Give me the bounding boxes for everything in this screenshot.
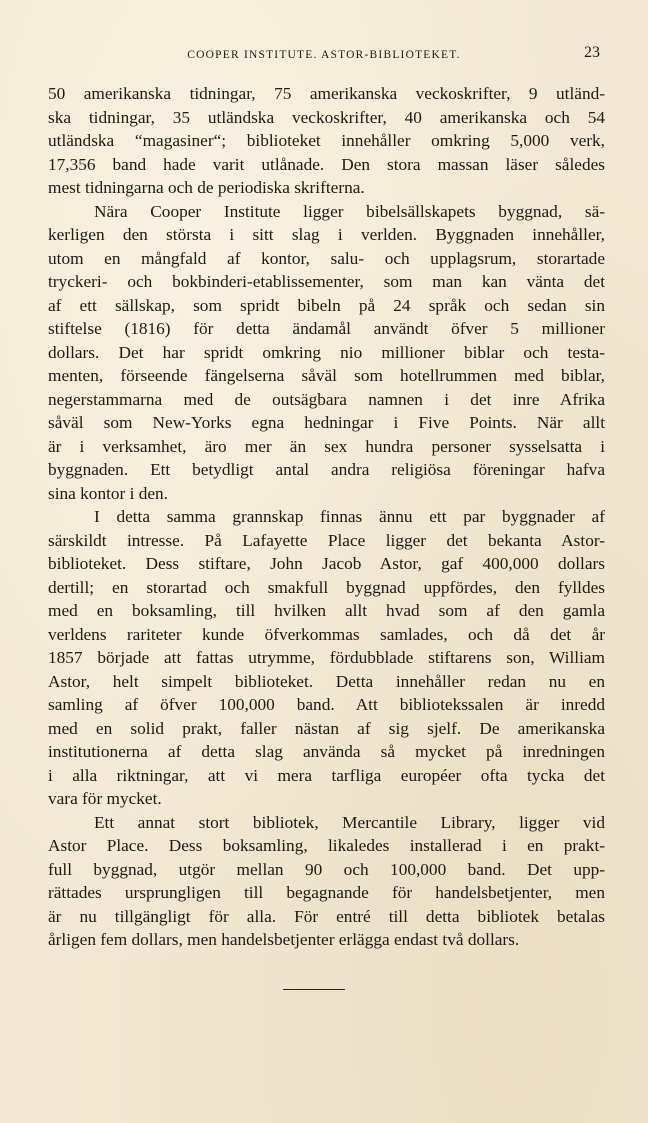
- text-line: full byggnad, utgör mellan 90 och 100,000 band. Det upp-: [48, 859, 605, 879]
- text-line: dertill; en storartad och smakfull byggnad uppfördes, den fylldes: [48, 577, 605, 597]
- paragraph: [48, 811, 605, 952]
- text-line: kerligen den största i sitt slag i verlden. Byggnaden innehåller,: [48, 225, 605, 244]
- text-line: är i verksamhet, äro mer än sex hundra personer sysselsatta i: [48, 436, 605, 456]
- text-line: dollars. Det har spridt omkring nio millioner biblar och testa-: [48, 342, 605, 362]
- text-line: verldens rariteter kunde öfverkommas samlades, och då det år: [48, 624, 605, 644]
- text-line: årligen fem dollars, men handelsbetjenter erlägga endast två dollars.: [48, 930, 520, 949]
- paragraph: [48, 200, 605, 506]
- body-text: [48, 82, 605, 952]
- text-line: utländska “magasiner“; biblioteket innehåller omkring 5,000 verk,: [48, 131, 605, 150]
- text-line: samling af öfver 100,000 band. Att bibliotekssalen är inredd: [48, 695, 605, 714]
- text-line: särskildt intresse. På Lafayette Place ligger det bekanta Astor-: [48, 530, 605, 550]
- text-line: 1857 började att fattas utrymme, fördubblade stiftarens son, William: [48, 648, 605, 667]
- text-line: 17,356 band hade varit utlånade. Den stora massan läser således: [48, 154, 605, 174]
- text-line: Astor Place. Dess boksamling, likaledes installerad i en prakt-: [48, 836, 605, 855]
- text-line: sina kontor i den.: [48, 483, 168, 503]
- text-line: menten, förseende fängelserna såväl som hotellrummen med biblar,: [48, 366, 605, 385]
- text-line: Ett annat stort bibliotek, Mercantile Library, ligger vid: [94, 812, 605, 832]
- paragraph: [48, 505, 605, 811]
- text-line: stiftelse (1816) för detta ändamål användt öfver 5 millioner: [48, 319, 605, 338]
- paragraph: [48, 82, 605, 200]
- text-line: vara för mycket.: [48, 789, 162, 808]
- text-line: negerstammarna med de outsägbara namnen i det inre Afrika: [48, 389, 605, 409]
- text-line: rättades ursprungligen till begagnande för handelsbetjenter, men: [48, 883, 605, 902]
- text-line: Nära Cooper Institute ligger bibelsällskapets byggnad, sä-: [94, 201, 605, 221]
- text-line: såväl som New-Yorks egna hedningar i Five Points. När allt: [48, 413, 605, 432]
- text-line: institutionerna af detta slag använda så mycket på inredningen: [48, 742, 605, 761]
- page-number: 23: [584, 44, 600, 61]
- closing-rule: [283, 989, 345, 990]
- text-line: ska tidningar, 35 utländska veckoskrifter, 40 amerikanska och 54: [48, 107, 605, 127]
- text-line: i alla riktningar, att vi mera tarfliga européer ofta tycka det: [48, 765, 605, 785]
- text-line: I detta samma grannskap finnas ännu ett par byggnader af: [94, 507, 605, 526]
- page-header: [48, 44, 600, 67]
- text-line: Astor, helt simpelt biblioteket. Detta innehåller redan nu en: [48, 671, 605, 691]
- text-line: biblioteket. Dess stiftare, John Jacob Astor, gaf 400,000 dollars: [48, 554, 605, 573]
- text-line: med en solid prakt, faller nästan af sig sjelf. De amerikanska: [48, 718, 605, 738]
- text-line: af ett sällskap, som spridt bibeln på 24 språk och sedan sin: [48, 295, 605, 315]
- text-line: mest tidningarna och de periodiska skrifterna.: [48, 178, 365, 197]
- text-line: tryckeri- och bokbinderi-etablissementer, som man kan vänta det: [48, 272, 605, 291]
- text-line: utom en mångfald af kontor, salu- och upplagsrum, storartade: [48, 248, 605, 268]
- text-line: byggnaden. Ett betydligt antal andra religiösa föreningar hafva: [48, 460, 605, 479]
- running-head: COOPER INSTITUTE. ASTOR-BIBLIOTEKET.: [187, 49, 461, 61]
- text-line: är nu tillgängligt för alla. För entré till detta bibliotek betalas: [48, 906, 605, 926]
- text-line: 50 amerikanska tidningar, 75 amerikanska veckoskrifter, 9 utländ-: [48, 84, 605, 103]
- text-line: med en boksamling, till hvilken allt hvad som af den gamla: [48, 601, 605, 620]
